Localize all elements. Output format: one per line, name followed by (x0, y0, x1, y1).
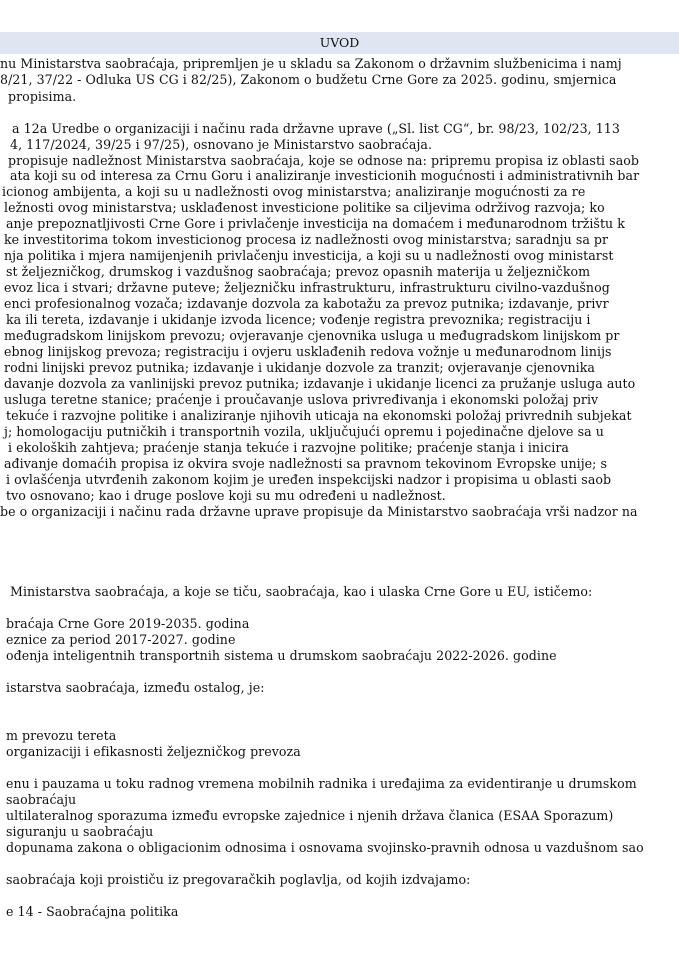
list-item: eznice za period 2017-2027. godine (6, 632, 236, 647)
list-item: organizaciji i efikasnosti željezničkog prevoza (6, 744, 301, 759)
priorities-intro: istarstva saobraćaja, između ostalog, je: (6, 680, 265, 695)
text-line: be o organizaciji i načinu rada državne uprave propisuje da Ministarstvo saobraćaja vrši nadzor na (0, 504, 638, 519)
text-line: rodni linijski prevoz putnika; izdavanje i ukidanje dozvole za tranzit; ovjeravanje cjenovnika (4, 360, 595, 375)
list-item: enu i pauzama u toku radnog vremena mobilnih radnika i uređajima za evidentiranje u drumskom (6, 776, 637, 791)
list-item: ođenja inteligentnih transportnih sistema u drumskom saobraćaju 2022-2026. godine (6, 648, 557, 663)
text-line: enci profesionalnog vozača; izdavanje dozvola za kabotažu za prevoz putnika; izdavanje, privr (4, 296, 609, 311)
text-line: davanje dozvola za vanlinijski prevoz putnika; izdavanje i ukidanje licenci za pružanje usluga auto (4, 376, 636, 391)
text-line: propisuje nadležnost Ministarstva saobraćaja, koje se odnose na: pripremu propisa iz oblasti saob (8, 153, 640, 168)
text-line: usluga teretne stanice; praćenje i proučavanje uslova privređivanja i ekonomski položaj priv (4, 392, 599, 407)
text-line: icionog ambijenta, a koji su u nadležnosti ovog ministarstva; analiziranje mogućnosti za re (2, 184, 586, 199)
text-line: ebnog linijskog prevoza; registraciju i ovjeru usklađenih redova vožnje u međunarodnom linijs (4, 344, 612, 359)
text-line: tvo osnovano; kao i druge poslove koji su mu određeni u nadležnost. (6, 488, 446, 503)
text-line: ađivanje domaćih propisa iz okvira svoje nadležnosti sa pravnom tekovinom Evropske unije; s (4, 456, 608, 471)
section-title: UVOD (0, 32, 679, 54)
text-line: ležnosti ovog ministarstva; usklađenost investicione politike sa ciljevima održivog razvoja; ko (4, 200, 605, 215)
list-item: saobraćaju (6, 792, 77, 807)
text-line: ata koji su od interesa za Crnu Goru i analiziranje investicionih mogućnosti i administrativnih bar (10, 168, 640, 183)
list-item: ultilateralnog sporazuma između evropske zajednice i njenih država članica (ESAA Sporazum) (6, 808, 614, 823)
text-line: nu Ministarstva saobraćaja, pripremljen je u skladu sa Zakonom o državnim službenicima i namj (0, 56, 622, 71)
list-item: siguranju u saobraćaju (6, 824, 154, 839)
text-line: evoz lica i stvari; državne puteve; željezničku infrastrukturu, infrastrukturu civilno-vazdušnog (4, 280, 610, 295)
text-line: j; homologaciju putničkih i transportnih vozila, uključujući opremu i pojedinačne djelove sa u (4, 424, 604, 439)
strategies-intro: Ministarstva saobraćaja, a koje se tiču, saobraćaja, kao i ulaska Crne Gore u EU, ističemo: (10, 584, 593, 599)
chapter-item: e 14 - Saobraćajna politika (6, 904, 179, 919)
text-line: nja politika i mjera namijenjenih privlačenju investicija, a koji su u nadležnosti ovog ministarst (4, 248, 614, 263)
text-line: ke investitorima tokom investicionog procesa iz nadležnosti ovog ministarstva; saradnju sa pr (4, 232, 609, 247)
text-line: 4, 117/2024, 39/25 i 97/25), osnovano je Ministarstvo saobraćaja. (10, 137, 433, 152)
text-line: propisima. (8, 89, 77, 104)
text-line: st željezničkog, drumskog i vazdušnog saobraćaja; prevoz opasnih materija u željezničkom (6, 264, 591, 279)
text-line: i ekoloških zahtjeva; praćenje stanja tekuće i razvojne politike; praćenje stanja i inicira (8, 440, 569, 455)
text-line: a 12a Uredbe o organizaciji i načinu rada državne uprave („Sl. list CG“, br. 98/23, 102/23, 113 (12, 121, 620, 136)
negotiation-intro: saobraćaja koji proističu iz pregovaračkih poglavlja, od kojih izdvajamo: (6, 872, 471, 887)
text-line: 8/21, 37/22 - Odluka US CG i 82/25), Zakonom o budžetu Crne Gore za 2025. godinu, smjernica (0, 72, 617, 87)
text-line: anje prepoznatljivosti Crne Gore i privlačenje investicija na domaćem i međunarodnom tržištu k (6, 216, 625, 231)
list-item: m prevozu tereta (6, 728, 117, 743)
text-line: tekuće i razvojne politike i analiziranje njihovih uticaja na ekonomski položaj privrednih subjekat (6, 408, 632, 423)
list-item: braćaja Crne Gore 2019-2035. godina (6, 616, 250, 631)
text-line: i ovlašćenja utvrđenih zakonom kojim je uređen inspekcijski nadzor i propisima u oblasti saob (6, 472, 612, 487)
list-item: dopunama zakona o obligacionim odnosima i osnovama svojinsko-pravnih odnosa u vazdušnom sao (6, 840, 644, 855)
text-line: međugradskom linijskom prevozu; ovjeravanje cjenovnika usluga u međugradskom linijskom pr (4, 328, 620, 343)
text-line: ka ili tereta, izdavanje i ukidanje izvoda licence; vođenje registra prevoznika; registraciju i (6, 312, 591, 327)
